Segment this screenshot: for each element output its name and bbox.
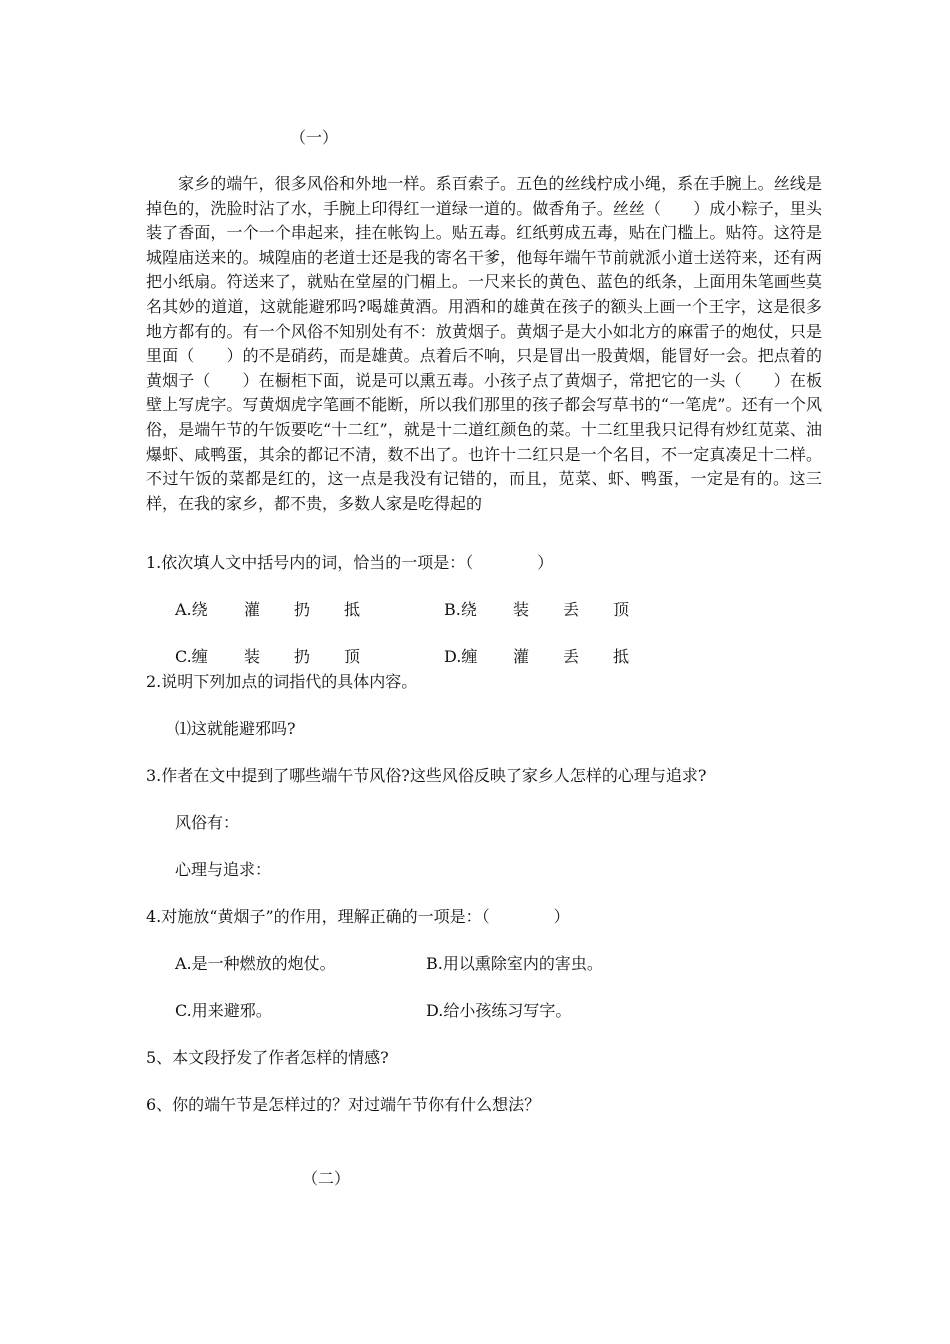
question-3-stem: 3.作者在文中提到了哪些端午节风俗?这些风俗反映了家乡人怎样的心理与追求? [146,766,707,785]
question-2-sub-1: ⑴这就能避邪吗? [175,719,296,738]
q1-option-b-letter: B.绕 [444,600,477,619]
question-3-mindset-label: 心理与追求： [175,860,272,879]
section-two-title: （二） [302,1169,351,1188]
section-one-title: （一） [290,128,339,147]
question-6-stem: 6、你的端午节是怎样过的？对过端午节你有什么想法？ [146,1095,541,1114]
q1-option-a-word4: 抵 [344,600,361,619]
q1-option-d-word2: 灌 [513,647,530,666]
q1-option-a-letter: A.绕 [175,600,208,619]
q1-option-a-word2: 灌 [244,600,261,619]
passage-text-block [146,172,822,516]
question-5-stem: 5、本文段抒发了作者怎样的情感? [146,1048,389,1067]
q1-option-d-letter: D.缠 [444,647,478,666]
q4-option-d: D.给小孩练习写字。 [426,1001,572,1020]
q1-option-d-word4: 抵 [613,647,630,666]
q1-option-d-word3: 丢 [563,647,580,666]
question-1-stem: 1.依次填人文中括号内的词，恰当的一项是：（ ） [146,553,554,572]
q1-option-a [175,597,360,620]
q1-option-b-word4: 顶 [613,600,630,619]
q1-option-c [175,644,360,667]
passage-paragraph: 家乡的端午，很多风俗和外地一样。系百索子。五色的丝线柠成小绳，系在手腕上。丝线是掉色的，洗脸时沾了水，手腕上印得红一道绿一道的。做香角子。丝丝（ ）成小粽子，里头装了香面，一个一个串起来，挂在帐钩上。贴五毒。红纸剪成五毒，贴在门槛上。贴符。这符是城隍庙送来的。城隍庙的老道士还是我的寄名干爹，他每年端午节前就派小道士送符来，还有两把小纸扇。符送来了，就贴在堂屋的门楣上。一尺来长的黄色、蓝色的纸条，上面用朱笔画些莫名其妙的道道，这就能避邪吗?喝雄黄酒。用酒和的雄黄在孩子的额头上画一个王字，这是很多地方都有的。有一个风俗不知别处有不：放黄烟子。黄烟子是大小如北方的麻雷子的炮仗，只是里面（ ）的不是硝药，而是雄黄。点着后不响，只是冒出一股黄烟，能冒好一会。把点着的黄烟子（ ）在橱柜下面，说是可以熏五毒。小孩子点了黄烟子，常把它的一头（ ）在板壁上写虎字。写黄烟虎字笔画不能断，所以我们那里的孩子都会写草书的“一笔虎”。还有一个风俗，是端午节的午饭要吃“十二红”，就是十二道红颜色的菜。十二红里我只记得有炒红苋菜、油爆虾、咸鸭蛋，其余的都记不清，数不出了。也许十二红只是一个名目，不一定真凑足十二样。不过午饭的菜都是红的，这一点是我没有记错的，而且，苋菜、虾、鸭蛋，一定是有的。这三样，在我的家乡，都不贵，多数人家是吃得起的 [146,174,822,513]
q1-option-b-word2: 装 [513,600,530,619]
q1-option-a-word3: 扔 [294,600,311,619]
q1-option-c-word2: 装 [244,647,261,666]
question-4-stem: 4.对施放“黄烟子”的作用，理解正确的一项是：（ ） [146,907,570,926]
q1-option-c-letter: C.缠 [175,647,208,666]
q1-option-c-word3: 扔 [294,647,311,666]
q4-option-b: B.用以熏除室内的害虫。 [426,954,603,973]
q1-option-d [444,644,629,667]
question-2-stem: 2.说明下列加点的词指代的具体内容。 [146,672,418,691]
q1-option-b-word3: 丢 [563,600,580,619]
q4-option-c: C.用来避邪。 [175,1001,272,1020]
q1-option-b [444,597,629,620]
q4-option-a: A.是一种燃放的炮仗。 [175,954,336,973]
question-3-customs-label: 风俗有： [175,813,240,832]
q1-option-c-word4: 顶 [344,647,361,666]
